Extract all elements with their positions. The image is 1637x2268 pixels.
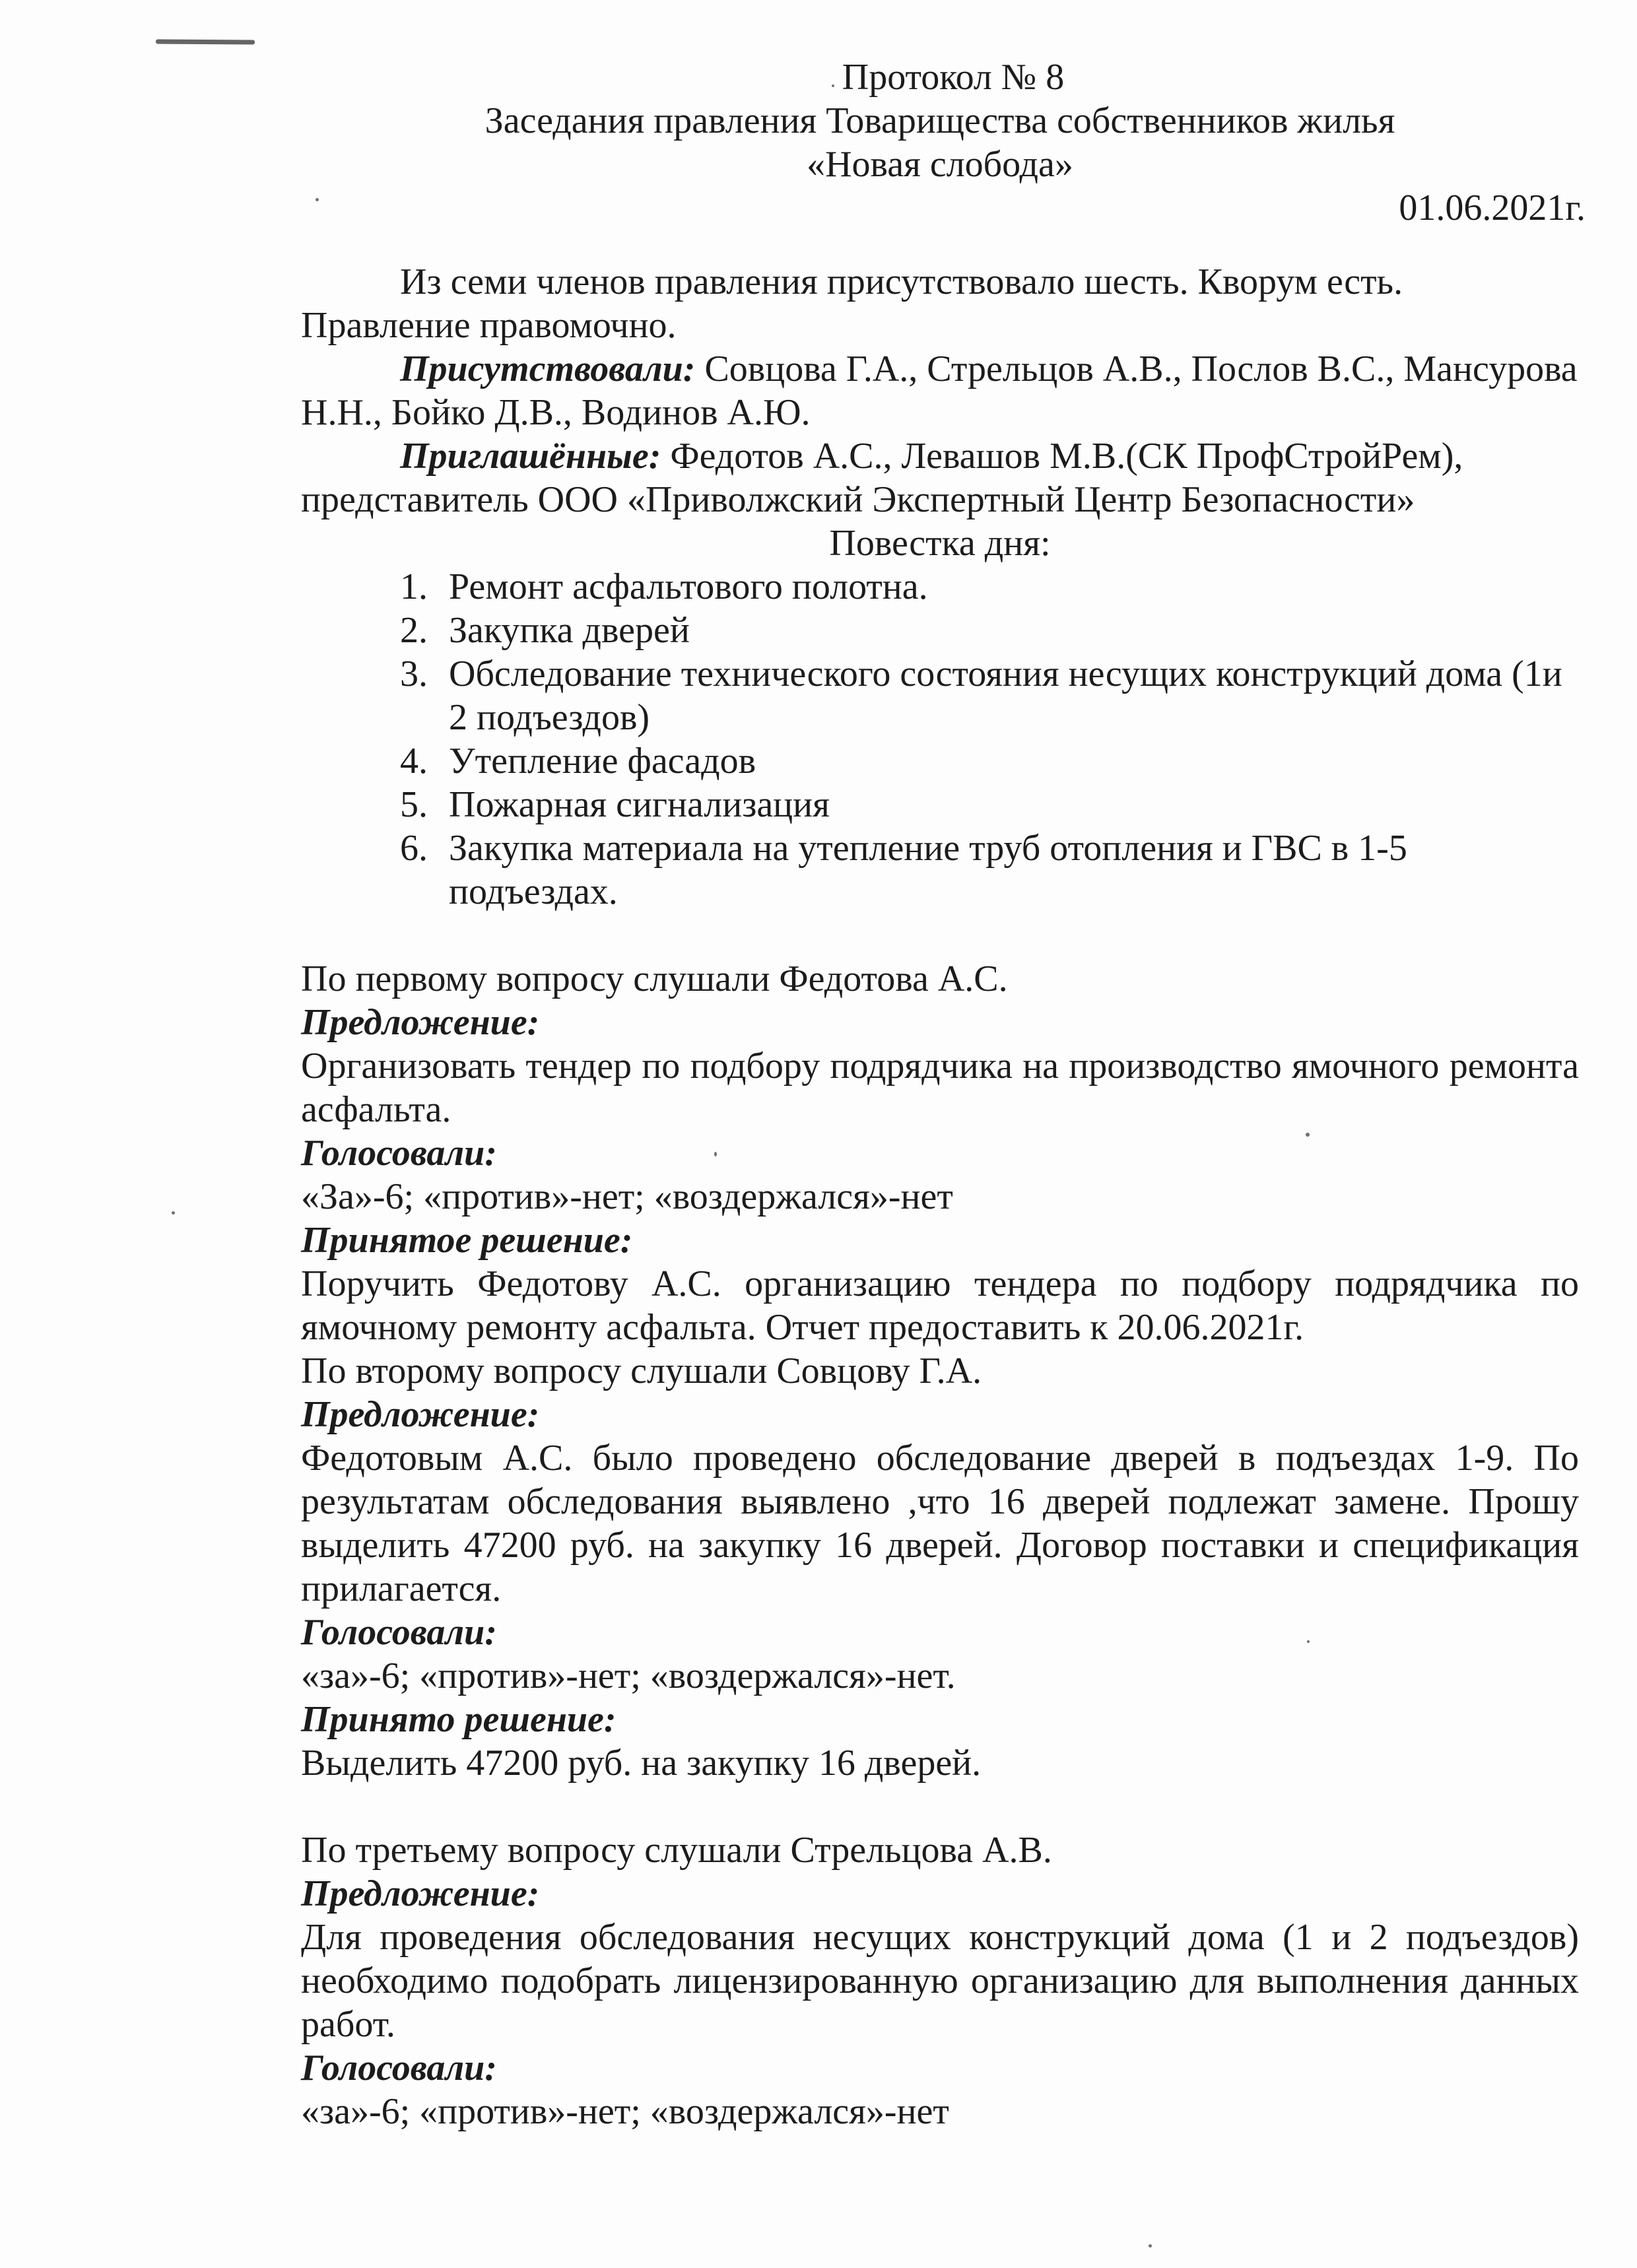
agenda-item: 6. Закупка материала на утепление труб отопления и ГВС в 1-5 подъездах. [400, 828, 1407, 912]
invited-label: Приглашённые: [400, 436, 661, 477]
agenda-item: 3. Обследование технического состояния несущих конструкций дома (1и 2 подъездов) [400, 653, 1562, 738]
q1-proposal-text: Организовать тендер по подбору подрядчика на производство ямочного ремонта асфальта. [301, 1046, 1579, 1130]
agenda-title: Повестка дня: [829, 523, 1051, 564]
present-names: Совцова Г.А., Стрельцов А.В., Послов В.С., Мансурова Н.Н., Бойко Д.В., Водинов А.Ю. [301, 349, 1578, 433]
document-body [301, 55, 1586, 2133]
q3-proposal-label: Предложение: [301, 1873, 540, 1914]
agenda-item: 2. Закупка дверей [400, 610, 690, 651]
invited-names: Федотов А.С., Левашов М.В.(СК ПрофСтройРем), представитель ООО «Приволжский Экспертный Центр Безопасности» [301, 436, 1463, 520]
scan-speck [1149, 2244, 1152, 2248]
quorum-paragraph: Из семи членов правления присутствовало шесть. Кворум есть. Правление правомочно. [301, 261, 1403, 346]
agenda-item: 4. Утепление фасадов [400, 741, 756, 782]
document-date: 01.06.2021г. [1399, 187, 1586, 228]
scan-artifact-line [156, 39, 255, 44]
q2-decision-label: Принято решение: [301, 1699, 617, 1740]
q1-proposal-label: Предложение: [301, 1002, 540, 1043]
q2-proposal-label: Предложение: [301, 1394, 540, 1435]
q1-decision-label: Принятое решение: [301, 1220, 633, 1261]
q2-decision-text: Выделить 47200 руб. на закупку 16 дверей. [301, 1743, 982, 1784]
present-label: Присутствовали: [400, 349, 696, 389]
protocol-title: Протокол № 8 [842, 57, 1065, 98]
scan-speck [172, 1211, 175, 1215]
agenda-item: 1. Ремонт асфальтового полотна. [400, 566, 928, 607]
q1-voted-text: «За»-6; «против»-нет; «воздержался»-нет [301, 1176, 953, 1217]
q1-voted-label: Голосовали: [301, 1133, 497, 1174]
q1-heard: По первому вопросу слушали Федотова А.С. [301, 958, 1008, 999]
invited-paragraph [301, 434, 1579, 521]
q1-decision-text: Поручить Федотову А.С. организацию тендера по подбору подрядчика по ямочному ремонту асфальта. Отчет предоставить к 20.06.2021г. [301, 1263, 1579, 1348]
q3-voted-text: «за»-6; «против»-нет; «воздержался»-нет [301, 2091, 949, 2132]
meeting-title: Заседания правления Товарищества собственников жилья [484, 100, 1395, 141]
agenda-list [301, 565, 1579, 914]
q3-proposal-text: Для проведения обследования несущих конструкций дома (1 и 2 подъездов) необходимо подобрать лицензированную организацию для выполнения данных работ. [301, 1917, 1579, 2045]
q2-heard: По второму вопросу слушали Совцову Г.А. [301, 1351, 982, 1391]
q3-heard: По третьему вопросу слушали Стрельцова А.В. [301, 1830, 1052, 1871]
q2-voted-label: Голосовали: [301, 1612, 497, 1653]
q2-proposal-text: Федотовым А.С. было проведено обследование дверей в подъездах 1-9. По результатам обследования выявлено ,что 16 дверей подлежат замене. Прошу выделить 47200 руб. на закупку 16 дверей. Договор поставки и спецификация прилагается. [301, 1438, 1579, 1609]
organization-name: «Новая слобода» [807, 144, 1073, 185]
q3-voted-label: Голосовали: [301, 2048, 497, 2088]
present-paragraph [301, 347, 1579, 434]
q2-voted-text: «за»-6; «против»-нет; «воздержался»-нет. [301, 1655, 956, 1696]
agenda-item: 5. Пожарная сигнализация [400, 784, 830, 825]
